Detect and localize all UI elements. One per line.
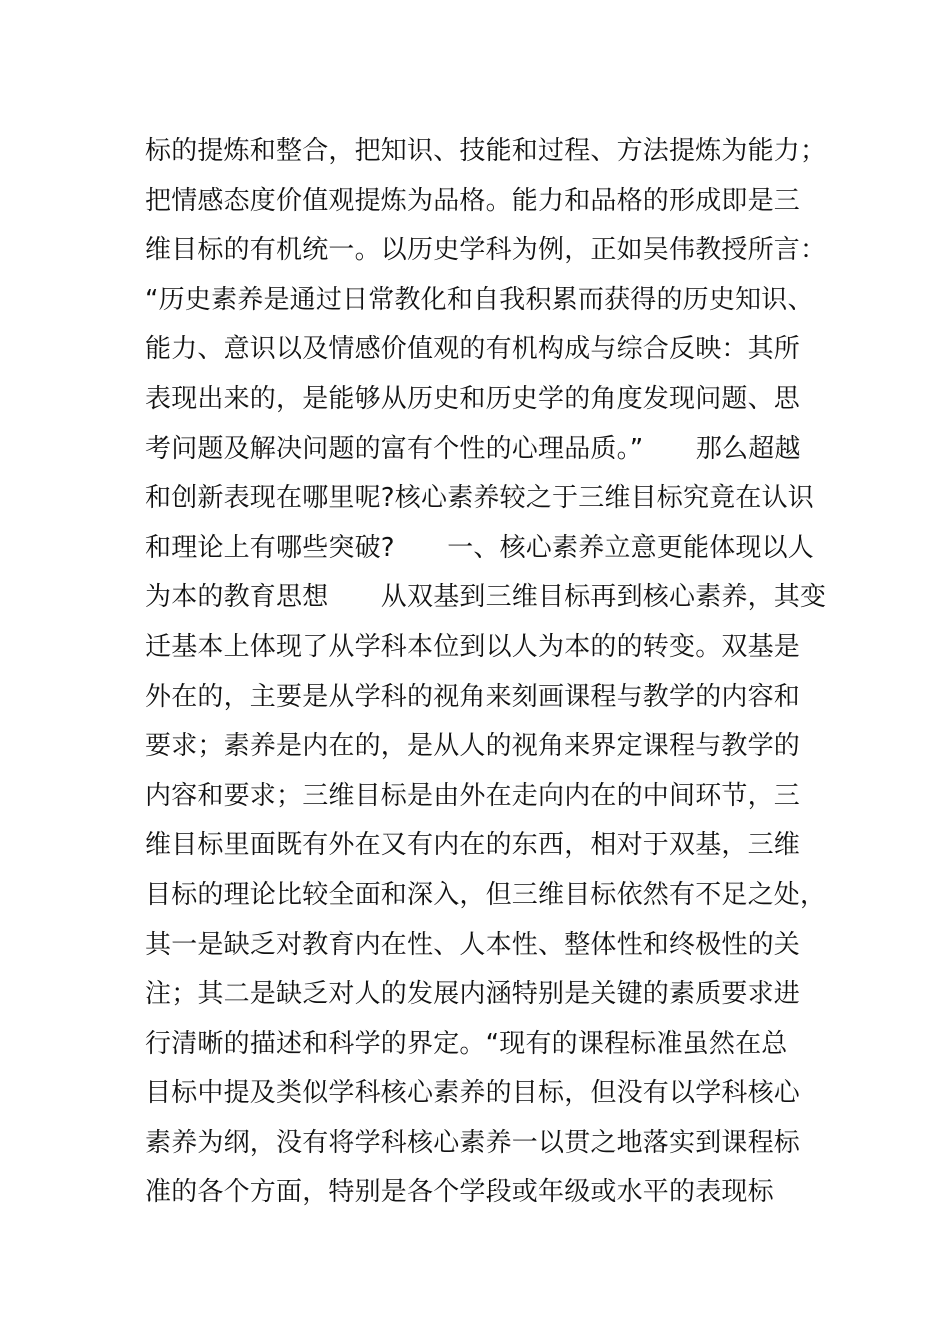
text-line: 外在的，主要是从学科的视角来刻画课程与教学的内容和 [145,681,801,712]
text-line: 注；其二是缺乏对人的发展内涵特别是关键的素质要求进 [145,979,801,1010]
text-line: 为本的教育思想 从双基到三维目标再到核心素养，其变 [145,582,827,613]
text-line: 和理论上有哪些突破? 一、核心素养立意更能体现以人 [145,532,815,563]
text-line: 能力、意识以及情感价值观的有机构成与综合反映：其所 [145,334,801,365]
text-line: 行清晰的描述和科学的界定。“现有的课程标准虽然在总 [145,1028,788,1059]
text-line: 标的提炼和整合，把知识、技能和过程、方法提炼为能力； [145,136,827,166]
text-line: 素养为纲，没有将学科核心素养一以贯之地落实到课程标 [145,1127,801,1158]
text-line: “历史素养是通过日常教化和自我积累而获得的历史知识、 [145,284,814,315]
text-line: 要求；素养是内在的，是从人的视角来界定课程与教学的 [145,731,801,762]
text-line: 维目标里面既有外在又有内在的东西，相对于双基，三维 [145,830,801,861]
text-line: 把情感态度价值观提炼为品格。能力和品格的形成即是三 [145,185,801,216]
text-line: 其一是缺乏对教育内在性、人本性、整体性和终极性的关 [145,929,801,960]
text-line: 表现出来的，是能够从历史和历史学的角度发现问题、思 [145,383,801,414]
text-line: 内容和要求；三维目标是由外在走向内在的中间环节，三 [145,780,801,811]
text-line: 和创新表现在哪里呢?核心素养较之于三维目标究竟在认识 [145,483,815,514]
text-line: 准的各个方面，特别是各个学段或年级或水平的表现标 [145,1177,774,1208]
text-line: 迁基本上体现了从学科本位到以人为本的的转变。双基是 [145,631,801,662]
text-line: 目标中提及类似学科核心素养的目标，但没有以学科核心 [145,1078,801,1109]
text-line: 维目标的有机统一。以历史学科为例，正如吴伟教授所言： [145,235,827,266]
body-text [145,127,827,1218]
text-line: 考问题及解决问题的富有个性的心理品质。” 那么超越 [145,433,801,464]
text-line: 目标的理论比较全面和深入，但三维目标依然有不足之处， [145,879,827,910]
